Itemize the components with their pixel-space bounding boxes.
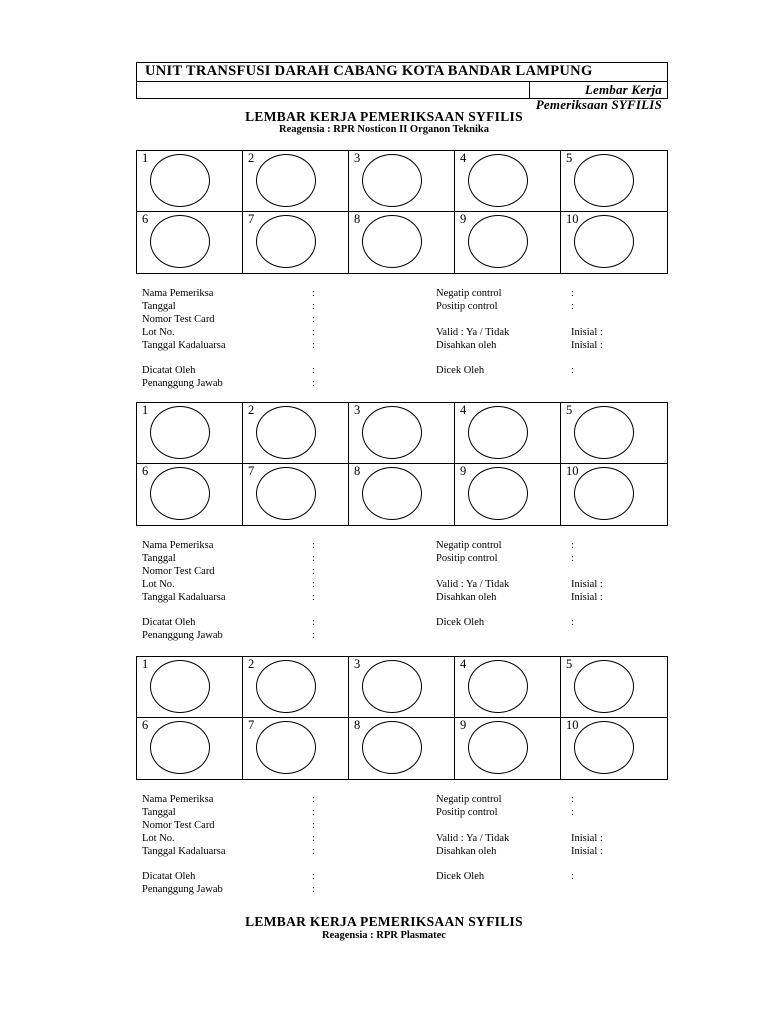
well-circle — [468, 721, 528, 774]
well-circle — [362, 406, 422, 459]
well-cell — [455, 464, 561, 525]
field-colon: : — [312, 807, 315, 818]
initials-label: Inisial : — [571, 340, 603, 351]
well-circle — [362, 660, 422, 713]
organization-name: UNIT TRANSFUSI DARAH CABANG KOTA BANDAR LAMPUNG — [137, 63, 667, 82]
field-label-disahkan-oleh: Disahkan oleh — [436, 846, 497, 857]
field-label-penanggung-jawab: Penanggung Jawab — [142, 884, 223, 895]
well-circle — [468, 660, 528, 713]
well-number: 2 — [248, 151, 255, 165]
well-cell — [349, 151, 455, 212]
field-label-positip-control: Positip control — [436, 807, 498, 818]
well-cell — [137, 403, 243, 464]
field-label-positip-control: Positip control — [436, 553, 498, 564]
well-number: 3 — [354, 403, 361, 417]
well-cell — [137, 151, 243, 212]
well-cell — [349, 403, 455, 464]
well-cell — [561, 464, 667, 525]
field-label-tanggal-kadaluarsa: Tanggal Kadaluarsa — [142, 846, 226, 857]
well-number: 8 — [354, 718, 361, 732]
field-label-lot-no: Lot No. — [142, 833, 175, 844]
well-number: 7 — [248, 718, 255, 732]
well-cell — [243, 464, 349, 525]
well-number: 10 — [566, 212, 579, 226]
field-colon: : — [312, 846, 315, 857]
well-cell — [349, 718, 455, 779]
well-number: 6 — [142, 718, 149, 732]
field-label-negatip-control: Negatip control — [436, 794, 502, 805]
well-number: 5 — [566, 151, 573, 165]
field-colon: : — [571, 365, 574, 376]
well-number: 10 — [566, 718, 579, 732]
well-number: 2 — [248, 657, 255, 671]
well-cell — [137, 657, 243, 718]
well-circle — [256, 154, 316, 207]
field-label-dicatat-oleh: Dicatat Oleh — [142, 365, 196, 376]
header-box — [136, 62, 668, 112]
well-circle — [574, 467, 634, 520]
field-colon: : — [312, 884, 315, 895]
well-number: 7 — [248, 212, 255, 226]
field-label-valid: Valid : Ya / Tidak — [436, 327, 510, 338]
field-label-tanggal-kadaluarsa: Tanggal Kadaluarsa — [142, 340, 226, 351]
well-number: 6 — [142, 212, 149, 226]
well-cell — [243, 718, 349, 779]
field-colon: : — [312, 301, 315, 312]
field-label-dicatat-oleh: Dicatat Oleh — [142, 617, 196, 628]
initials-label: Inisial : — [571, 579, 603, 590]
field-colon: : — [312, 579, 315, 590]
well-cell — [455, 151, 561, 212]
well-circle — [256, 406, 316, 459]
well-cell — [137, 212, 243, 273]
field-colon: : — [571, 288, 574, 299]
well-cell — [455, 212, 561, 273]
well-number: 5 — [566, 403, 573, 417]
well-number: 8 — [354, 212, 361, 226]
well-circle — [468, 406, 528, 459]
well-cell — [561, 212, 667, 273]
field-colon: : — [312, 871, 315, 882]
well-cell — [349, 657, 455, 718]
well-circle — [468, 215, 528, 268]
well-circle — [150, 721, 210, 774]
reagent-label: Reagensia : RPR Nosticon II Organon Teknika — [278, 124, 490, 135]
well-cell — [561, 403, 667, 464]
field-colon: : — [312, 566, 315, 577]
well-cell — [455, 403, 561, 464]
field-label-nama-pemeriksa: Nama Pemeriksa — [142, 288, 214, 299]
field-colon: : — [312, 630, 315, 641]
initials-label: Inisial : — [571, 327, 603, 338]
field-label-positip-control: Positip control — [436, 301, 498, 312]
field-label-nomor-test-card: Nomor Test Card — [142, 314, 215, 325]
field-colon: : — [312, 820, 315, 831]
well-circle — [150, 660, 210, 713]
well-cell — [561, 151, 667, 212]
initials-label: Inisial : — [571, 592, 603, 603]
field-label-nama-pemeriksa: Nama Pemeriksa — [142, 794, 214, 805]
field-colon: : — [312, 365, 315, 376]
field-label-penanggung-jawab: Penanggung Jawab — [142, 630, 223, 641]
well-number: 1 — [142, 657, 149, 671]
well-number: 8 — [354, 464, 361, 478]
field-colon: : — [571, 871, 574, 882]
test-card-grid — [136, 150, 668, 274]
well-cell — [137, 464, 243, 525]
well-circle — [150, 467, 210, 520]
field-label-nama-pemeriksa: Nama Pemeriksa — [142, 540, 214, 551]
well-circle — [574, 721, 634, 774]
well-circle — [256, 660, 316, 713]
well-circle — [256, 467, 316, 520]
well-circle — [362, 467, 422, 520]
well-cell — [243, 212, 349, 273]
well-number: 7 — [248, 464, 255, 478]
field-colon: : — [571, 617, 574, 628]
well-number: 9 — [460, 212, 467, 226]
field-colon: : — [312, 340, 315, 351]
field-label-dicek-oleh: Dicek Oleh — [436, 617, 485, 628]
well-circle — [362, 215, 422, 268]
worksheet-title-2: LEMBAR KERJA PEMERIKSAAN SYFILIS — [245, 914, 523, 929]
field-label-tanggal-kadaluarsa: Tanggal Kadaluarsa — [142, 592, 226, 603]
field-label-penanggung-jawab: Penanggung Jawab — [142, 378, 223, 389]
field-colon: : — [312, 592, 315, 603]
field-label-valid: Valid : Ya / Tidak — [436, 833, 510, 844]
well-cell — [243, 657, 349, 718]
field-label-dicek-oleh: Dicek Oleh — [436, 365, 485, 376]
well-number: 6 — [142, 464, 149, 478]
well-number: 2 — [248, 403, 255, 417]
initials-label: Inisial : — [571, 846, 603, 857]
field-label-nomor-test-card: Nomor Test Card — [142, 820, 215, 831]
field-label-disahkan-oleh: Disahkan oleh — [436, 340, 497, 351]
well-number: 1 — [142, 403, 149, 417]
field-label-dicek-oleh: Dicek Oleh — [436, 871, 485, 882]
initials-label: Inisial : — [571, 833, 603, 844]
field-colon: : — [571, 301, 574, 312]
field-label-negatip-control: Negatip control — [436, 288, 502, 299]
field-label-valid: Valid : Ya / Tidak — [436, 579, 510, 590]
well-circle — [362, 154, 422, 207]
field-label-nomor-test-card: Nomor Test Card — [142, 566, 215, 577]
field-colon: : — [312, 617, 315, 628]
field-colon: : — [312, 327, 315, 338]
well-cell — [561, 657, 667, 718]
well-cell — [455, 718, 561, 779]
field-colon: : — [312, 314, 315, 325]
field-colon: : — [571, 807, 574, 818]
well-circle — [468, 467, 528, 520]
field-label-tanggal: Tanggal — [142, 807, 176, 818]
field-colon: : — [312, 794, 315, 805]
well-circle — [256, 721, 316, 774]
well-cell — [137, 718, 243, 779]
field-label-dicatat-oleh: Dicatat Oleh — [142, 871, 196, 882]
well-number: 3 — [354, 151, 361, 165]
well-circle — [256, 215, 316, 268]
well-circle — [574, 215, 634, 268]
header-second-row — [137, 82, 667, 112]
reagent-label-2: Reagensia : RPR Plasmatec — [322, 930, 446, 941]
field-colon: : — [312, 378, 315, 389]
test-card-grid — [136, 656, 668, 780]
field-label-lot-no: Lot No. — [142, 327, 175, 338]
well-number: 9 — [460, 718, 467, 732]
well-circle — [468, 154, 528, 207]
field-label-disahkan-oleh: Disahkan oleh — [436, 592, 497, 603]
field-label-lot-no: Lot No. — [142, 579, 175, 590]
well-cell — [349, 464, 455, 525]
well-number: 4 — [460, 151, 467, 165]
field-label-tanggal: Tanggal — [142, 301, 176, 312]
well-circle — [362, 721, 422, 774]
worksheet-title: LEMBAR KERJA PEMERIKSAAN SYFILIS — [245, 109, 523, 124]
well-circle — [150, 215, 210, 268]
test-card-grid — [136, 402, 668, 526]
well-number: 4 — [460, 403, 467, 417]
field-label-tanggal: Tanggal — [142, 553, 176, 564]
well-circle — [574, 154, 634, 207]
field-colon: : — [571, 540, 574, 551]
well-number: 5 — [566, 657, 573, 671]
well-number: 9 — [460, 464, 467, 478]
field-colon: : — [312, 540, 315, 551]
well-cell — [561, 718, 667, 779]
field-colon: : — [571, 794, 574, 805]
well-circle — [574, 660, 634, 713]
field-colon: : — [312, 288, 315, 299]
field-colon: : — [312, 553, 315, 564]
well-cell — [243, 403, 349, 464]
well-cell — [349, 212, 455, 273]
field-colon: : — [312, 833, 315, 844]
well-number: 3 — [354, 657, 361, 671]
well-number: 4 — [460, 657, 467, 671]
document-title: Lembar Kerja Pemeriksaan SYFILIS — [529, 82, 667, 98]
field-label-negatip-control: Negatip control — [436, 540, 502, 551]
well-cell — [455, 657, 561, 718]
well-number: 1 — [142, 151, 149, 165]
well-circle — [574, 406, 634, 459]
well-number: 10 — [566, 464, 579, 478]
field-colon: : — [571, 553, 574, 564]
well-circle — [150, 406, 210, 459]
well-cell — [243, 151, 349, 212]
well-circle — [150, 154, 210, 207]
